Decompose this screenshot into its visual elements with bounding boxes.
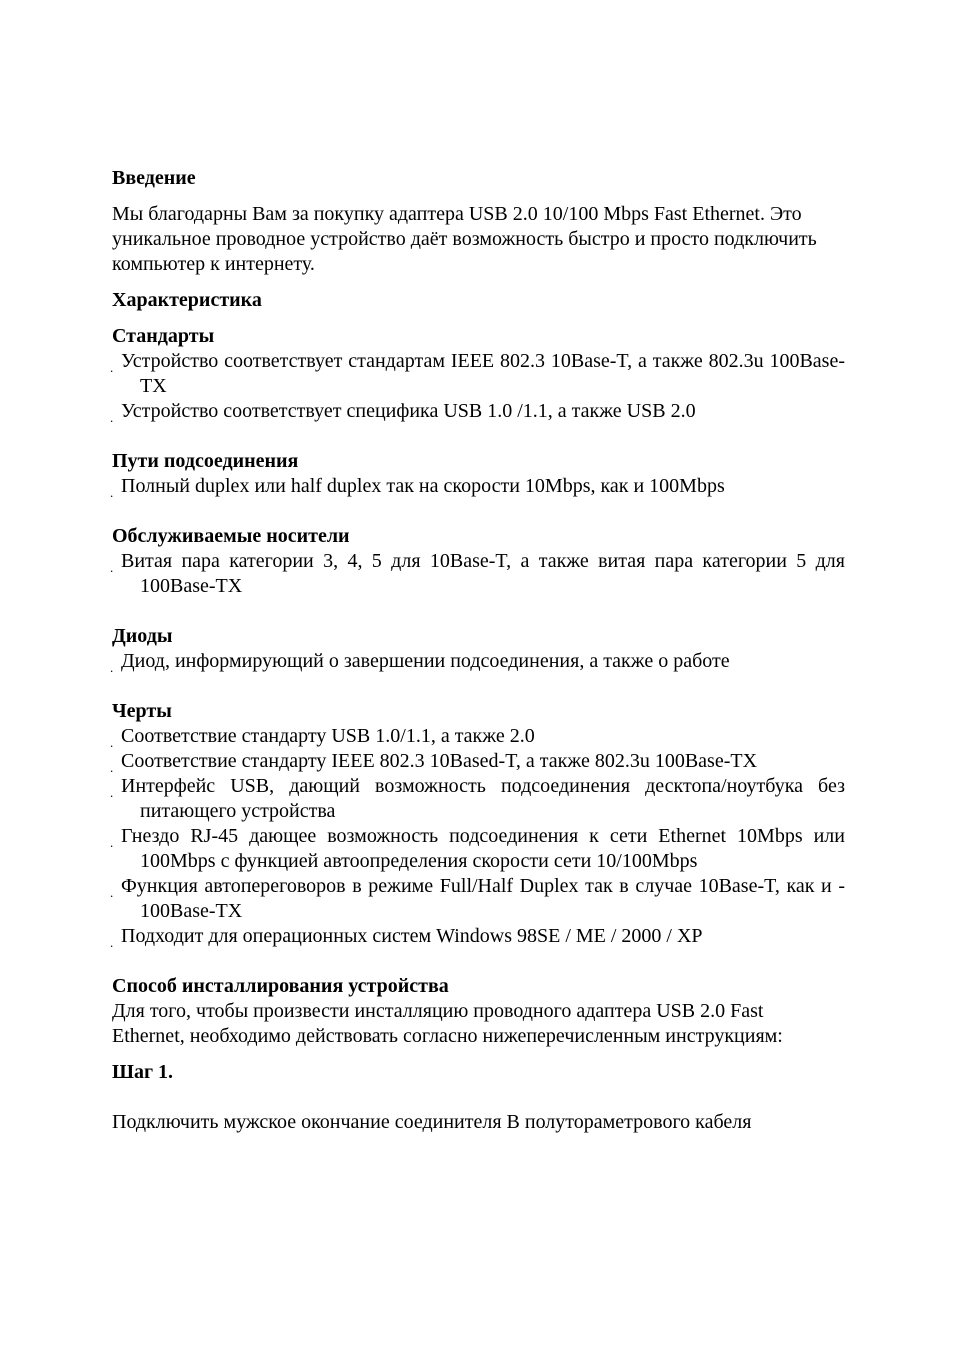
install-paragraph: Для того, чтобы произвести инсталляцию проводного адаптера USB 2.0 Fast Ethernet, необходимо действовать согласно нижеперечисленным инструкциям: [112,1000,783,1047]
bullet-mark: . [110,560,114,575]
intro-heading: Введение [112,167,196,189]
list-item: . Подходит для операционных систем Windows 98SE / ME / 2000 / XP [112,924,845,949]
bullet-mark: . [110,485,114,500]
bullet-mark: . [110,835,114,850]
list-item: . Устройство соответствует специфика USB 1.0 /1.1, а также USB 2.0 [112,399,845,424]
standards-heading: Стандарты [112,325,215,347]
bullet-mark: . [110,760,114,775]
install-heading: Способ инсталлирования устройства [112,975,449,997]
list-item: . Витая пара категории 3, 4, 5 для 10Base-T, а также витая пара категории 5 для 100Base-TX [110,550,845,597]
features-heading: Черты [112,700,172,722]
list-item: . Соответствие стандарту USB 1.0/1.1, а также 2.0 [112,724,845,749]
media-heading: Обслуживаемые носители [112,525,350,547]
connection-heading: Пути подсоединения [112,450,299,472]
bullet-mark: . [110,735,114,750]
bullet-mark: . [110,360,114,375]
list-item: . Функция автопереговоров в режиме Full/Half Duplex так в случае 10Base-T, как и - 100Base-TX [110,875,845,922]
bullet-mark: . [110,785,114,800]
step1-heading: Шаг 1. [112,1061,174,1083]
bullet-mark: . [110,410,114,425]
bullet-mark: . [110,660,114,675]
leds-heading: Диоды [112,625,173,647]
list-item: . Устройство соответствует стандартам IEEE 802.3 10Base-T, а также 802.3u 100Base-TX [110,350,845,397]
bullet-mark: . [110,885,114,900]
bullet-mark: . [110,935,114,950]
list-item: . Интерфейс USB, дающий возможность подсоединения десктопа/ноутбука без питающего устройства [110,775,845,822]
list-item: . Диод, информирующий о завершении подсоединения, а также о работе [112,649,845,674]
list-item: . Гнездо RJ-45 дающее возможность подсоединения к сети Ethernet 10Mbps или 100Mbps с функцией автоопределения скорости сети 10/100Mbps [110,825,845,872]
intro-paragraph: Мы благодарны Вам за покупку адаптера USB 2.0 10/100 Mbps Fast Ethernet. Это уникальное проводное устройство даёт возможность быстро и просто подключить компьютер к интернету. [112,203,817,275]
list-item: . Полный duplex или half duplex так на скорости 10Mbps, как и 100Mbps [112,474,845,499]
characteristics-heading: Характеристика [112,289,262,311]
list-item: . Соответствие стандарту IEEE 802.3 10Based-T, а также 802.3u 100Base-TX [112,749,845,774]
step1-paragraph: Подключить мужское окончание соединителя В полутораметрового кабеля [112,1111,752,1133]
document-content [112,166,845,1135]
